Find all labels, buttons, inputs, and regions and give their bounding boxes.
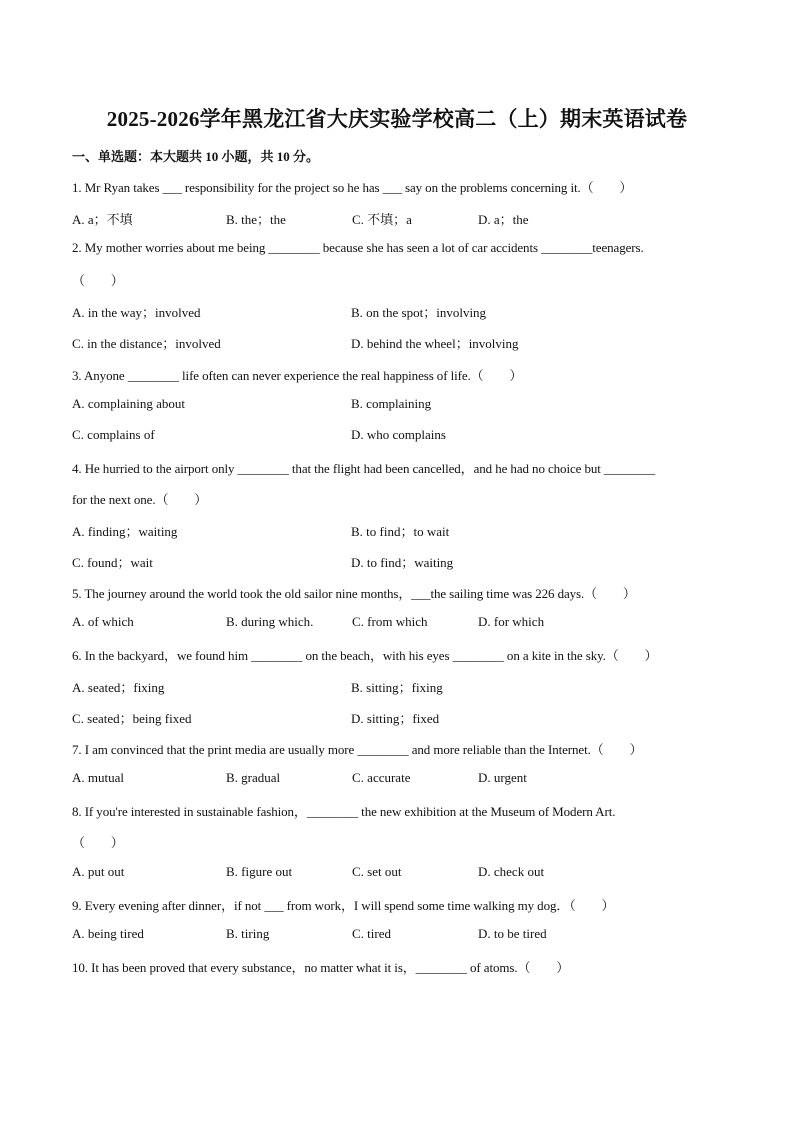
q3-option-d[interactable]: D. who complains [351, 427, 446, 442]
q1-option-a[interactable]: A. a；不填 [72, 212, 133, 227]
q7-option-c[interactable]: C. accurate [352, 770, 411, 785]
section-heading: 一、单选题：本大题共 10 小题，共 10 分。 [72, 149, 320, 164]
q1-option-d[interactable]: D. a；the [478, 212, 529, 227]
q7-option-a[interactable]: A. mutual [72, 770, 124, 785]
q9-option-d[interactable]: D. to be tired [478, 926, 547, 941]
q4-option-c[interactable]: C. found；wait [72, 555, 153, 570]
q1-option-c[interactable]: C. 不填；a [352, 212, 412, 227]
q2-option-a[interactable]: A. in the way；involved [72, 305, 201, 320]
q5-option-d[interactable]: D. for which [478, 614, 545, 629]
question-5-stem: 5. The journey around the world took the old sailor nine months，___the sailing time was 226 days.（ ） [72, 586, 636, 601]
q7-option-d[interactable]: D. urgent [478, 770, 527, 785]
question-7-stem: 7. I am convinced that the print media are usually more ________ and more reliable than the Internet.（ ） [72, 742, 643, 757]
question-3-stem: 3. Anyone ________ life often can never experience the real happiness of life.（ ） [72, 368, 523, 383]
q3-option-c[interactable]: C. complains of [72, 427, 155, 442]
q9-option-b[interactable]: B. tiring [226, 926, 270, 941]
q1-option-b[interactable]: B. the；the [226, 212, 286, 227]
question-8-stem-cont: （ ） [72, 835, 124, 850]
question-2-stem: 2. My mother worries about me being ________ because she has seen a lot of car accidents ________teenagers. [72, 240, 644, 255]
question-8-stem: 8. If you're interested in sustainable fashion，________ the new exhibition at the Museum of Modern Art. [72, 804, 616, 819]
q8-option-b[interactable]: B. figure out [226, 864, 293, 879]
q4-option-a[interactable]: A. finding；waiting [72, 524, 178, 539]
q7-option-b[interactable]: B. gradual [226, 770, 281, 785]
q2-option-b[interactable]: B. on the spot；involving [351, 305, 487, 320]
q6-option-a[interactable]: A. seated；fixing [72, 680, 165, 695]
q3-option-a[interactable]: A. complaining about [72, 396, 186, 411]
q9-option-c[interactable]: C. tired [352, 926, 391, 941]
q6-option-b[interactable]: B. sitting；fixing [351, 680, 443, 695]
question-1-stem: 1. Mr Ryan takes ___ responsibility for the project so he has ___ say on the problems concerning it.（ ） [72, 180, 633, 195]
q5-option-a[interactable]: A. of which [72, 614, 134, 629]
q8-option-c[interactable]: C. set out [352, 864, 402, 879]
q5-option-c[interactable]: C. from which [352, 614, 428, 629]
q4-option-d[interactable]: D. to find；waiting [351, 555, 454, 570]
question-10-stem: 10. It has been proved that every substance，no matter what it is，________ of atoms.（ ） [72, 960, 570, 975]
q8-option-a[interactable]: A. put out [72, 864, 125, 879]
question-4-stem-cont: for the next one.（ ） [72, 492, 208, 507]
question-9-stem: 9. Every evening after dinner，if not ___ from work，I will spend some time walking my dog．（ ） [72, 898, 615, 913]
q4-option-b[interactable]: B. to find；to wait [351, 524, 450, 539]
question-2-stem-cont: （ ） [72, 273, 124, 288]
q6-option-c[interactable]: C. seated；being fixed [72, 711, 192, 726]
q6-option-d[interactable]: D. sitting；fixed [351, 711, 440, 726]
q8-option-d[interactable]: D. check out [478, 864, 545, 879]
q3-option-b[interactable]: B. complaining [351, 396, 432, 411]
q2-option-d[interactable]: D. behind the wheel；involving [351, 336, 519, 351]
q9-option-a[interactable]: A. being tired [72, 926, 144, 941]
question-4-stem: 4. He hurried to the airport only ________ that the flight had been cancelled，and he had no choice but ________ [72, 461, 656, 476]
question-6-stem: 6. In the backyard，we found him ________ on the beach，with his eyes ________ on a kite in the sky.（ ） [72, 648, 658, 663]
q5-option-b[interactable]: B. during which. [226, 614, 314, 629]
exam-title: 2025-2026学年黑龙江省大庆实验学校高二（上）期末英语试卷 [106, 107, 688, 131]
q2-option-c[interactable]: C. in the distance；involved [72, 336, 221, 351]
